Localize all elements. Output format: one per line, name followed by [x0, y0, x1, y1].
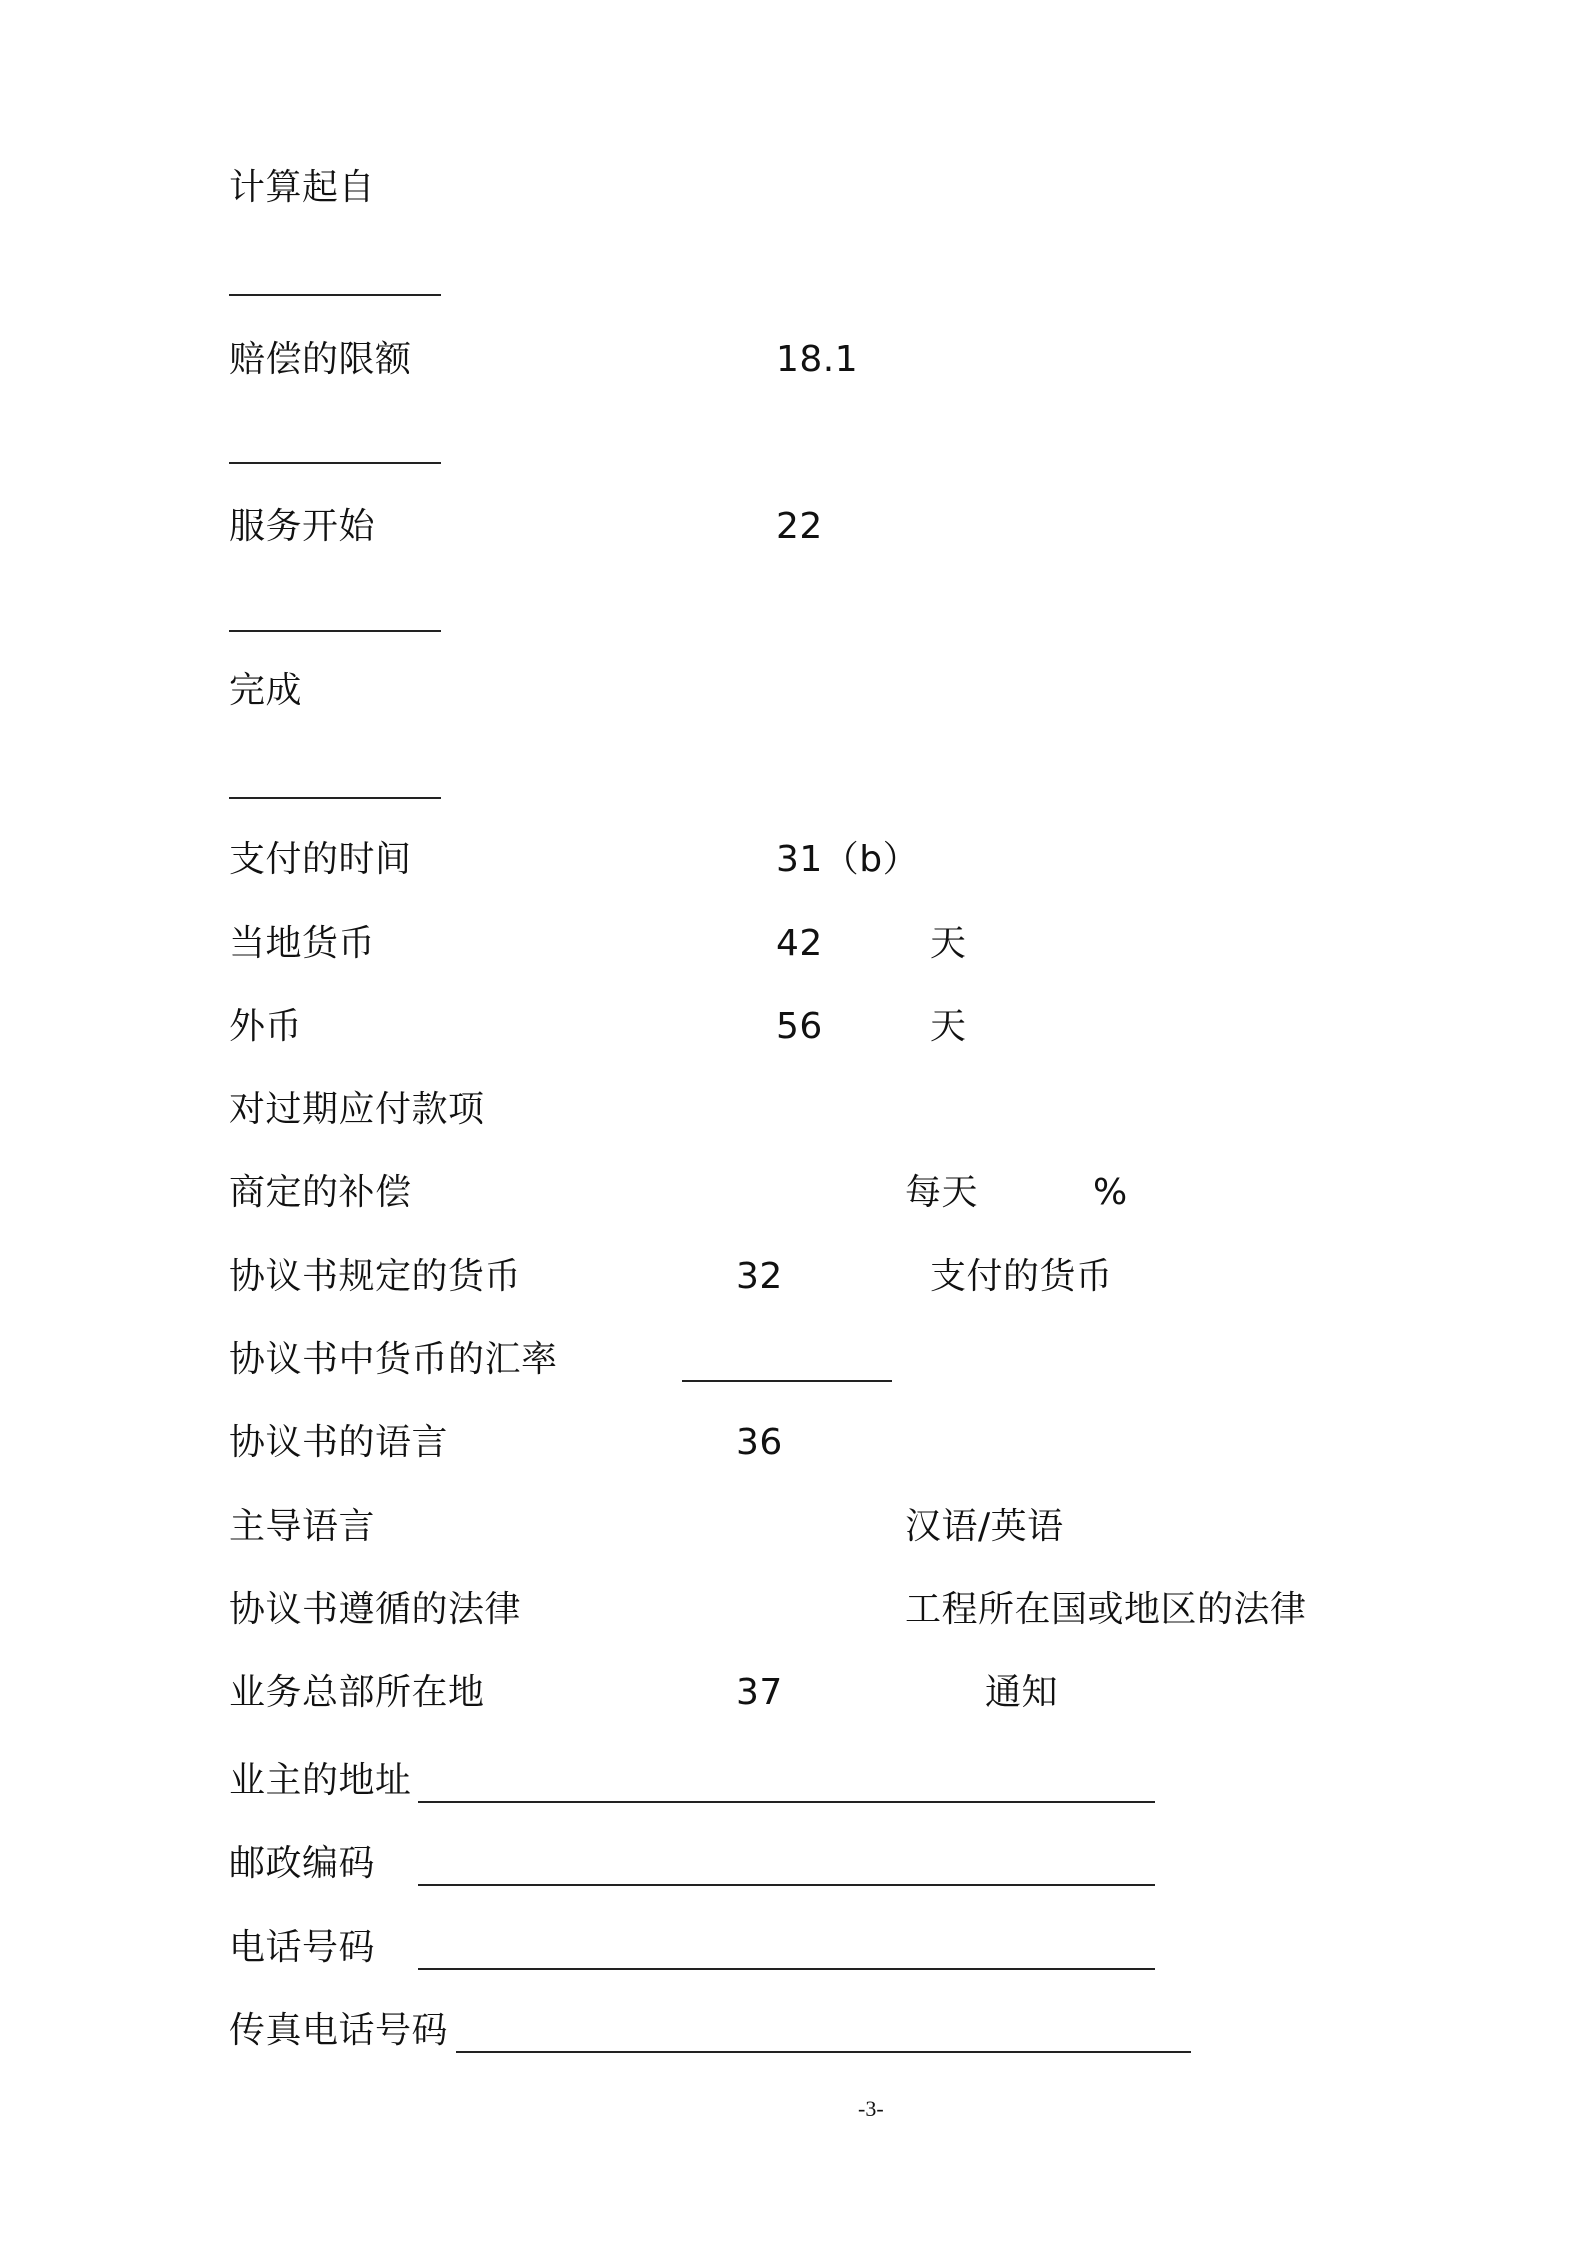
agreed-compensation-label: 商定的补偿 — [229, 1172, 412, 1213]
completion-blank — [229, 797, 441, 799]
compensation-limit-blank — [229, 462, 441, 464]
agreed-compensation-per-day: 每天 — [905, 1172, 979, 1213]
postal-code-blank — [418, 1884, 1155, 1886]
headquarters-label: 业务总部所在地 — [229, 1672, 485, 1713]
agreement-currency-label: 协议书规定的货币 — [229, 1256, 522, 1297]
service-start-label: 服务开始 — [229, 506, 376, 547]
owner-address-blank — [418, 1801, 1155, 1803]
owner-address-label: 业主的地址 — [229, 1760, 412, 1801]
exchange-rate-blank — [682, 1380, 892, 1382]
service-start-blank — [229, 630, 441, 632]
agreed-compensation-percent: % — [1093, 1172, 1128, 1213]
foreign-currency-label: 外币 — [229, 1006, 303, 1047]
page-number: -3- — [858, 2096, 884, 2121]
agreement-language-clause: 36 — [736, 1422, 783, 1463]
postal-code-label: 邮政编码 — [229, 1843, 376, 1884]
phone-blank — [418, 1968, 1155, 1970]
agreement-language-label: 协议书的语言 — [229, 1422, 449, 1463]
governing-law-label: 协议书遵循的法律 — [229, 1589, 522, 1630]
ruling-language-value: 汉语/英语 — [905, 1506, 1064, 1547]
calc-from-label: 计算起自 — [229, 167, 376, 208]
payment-time-clause: 31（b） — [776, 839, 920, 880]
payment-time-label: 支付的时间 — [229, 839, 412, 880]
exchange-rate-label: 协议书中货币的汇率 — [229, 1339, 558, 1380]
ruling-language-label: 主导语言 — [229, 1506, 376, 1547]
compensation-limit-label: 赔偿的限额 — [229, 339, 412, 380]
governing-law-value: 工程所在国或地区的法律 — [905, 1589, 1307, 1630]
overdue-payment-label: 对过期应付款项 — [229, 1089, 485, 1130]
service-start-clause: 22 — [776, 506, 823, 547]
completion-label: 完成 — [229, 670, 303, 711]
local-currency-unit: 天 — [930, 923, 967, 964]
local-currency-label: 当地货币 — [229, 923, 376, 964]
fax-label: 传真电话号码 — [229, 2010, 449, 2051]
headquarters-clause: 37 — [736, 1672, 783, 1713]
phone-label: 电话号码 — [229, 1927, 376, 1968]
foreign-currency-unit: 天 — [930, 1006, 967, 1047]
fax-blank — [456, 2051, 1191, 2053]
foreign-currency-clause: 56 — [776, 1006, 823, 1047]
headquarters-value: 通知 — [985, 1672, 1059, 1713]
agreement-currency-value: 支付的货币 — [930, 1256, 1113, 1297]
agreement-currency-clause: 32 — [736, 1256, 783, 1297]
compensation-limit-clause: 18.1 — [776, 339, 859, 380]
local-currency-clause: 42 — [776, 923, 823, 964]
calc-from-blank — [229, 294, 441, 296]
